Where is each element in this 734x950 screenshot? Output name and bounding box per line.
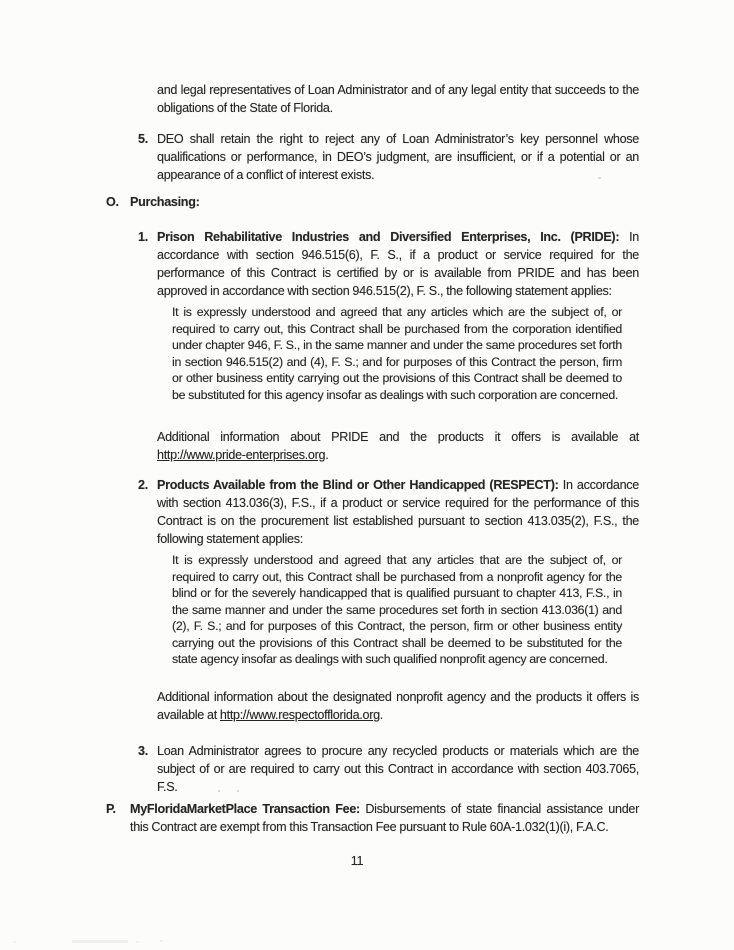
respect-info-period: . [379, 708, 383, 722]
section-o-title: Purchasing: [130, 195, 200, 209]
list-item-3-marker: 3. [138, 744, 148, 758]
list-item-2-body [157, 476, 639, 548]
list-item-1-body [157, 228, 639, 300]
scan-artifact-speck [218, 790, 220, 792]
list-item-2-text: In accordance with section 413.036(3), F.S., if a product or service required for the performance of this Contract is on the procurement list established pursuant to section 413.035(2), F.S., the following statement applies: [157, 478, 640, 546]
section-o-heading [106, 193, 639, 211]
scan-artifact-dot [598, 177, 601, 179]
section-p-marker: P. [106, 802, 116, 816]
list-item-3-text: Loan Administrator agrees to procure any recycled products or materials which are the subject of or are required to carry out this Contract in accordance with section 403.7065, F.S. [157, 744, 639, 794]
scan-artifact-streak [72, 940, 128, 943]
block-quote-respect: It is expressly understood and agreed that any articles that are the subject of, or required to carry out, this Contract shall be purchased from a nonprofit agency for the blind or for the severely handicapped that is qualified pursuant to chapter 413, F.S., in the same manner and under the same procedures set forth in section 413.036(1) and (2), F. S.; and for purposes of this Contract, the person, firm or other business entity carrying out the provisions of this Contract shall be deemed to be substituted for the state agency insofar as dealings with such qualified nonprofit agency are concerned. [172, 553, 622, 666]
list-item-3 [138, 742, 639, 796]
block-quote-pride: It is expressly understood and agreed that any articles which are the subject of, or required to carry out, this Contract shall be purchased from the corporation identified under chapter 946, F. S., in the same manner and under the same procedures set forth in section 946.515(2) and (4), F. S.; and for purposes of this Contract the person, firm or other business entity carrying out the provisions of this Contract shall be deemed to be substituted for this agency insofar as dealings with such corporation are concerned. [172, 305, 622, 402]
list-item-5-text: DEO shall retain the right to reject any of Loan Administrator’s key personnel whose qualifications or performance, in DEO’s judgment, are insufficient, or if a potential or an appearance of a conflict of interest exists. [157, 132, 639, 182]
section-p-text: Disbursements of state financial assistance under this Contract are exempt from this Transaction Fee pursuant to Rule 60A-1.032(1)(i), F.A.C. [130, 802, 639, 834]
scan-artifact-speck [237, 790, 239, 792]
scan-artifact-speck [13, 941, 16, 943]
pride-url-link[interactable]: http://www.pride-enterprises.org [157, 448, 326, 462]
continuation-paragraph: and legal representatives of Loan Administrator and of any legal entity that succeeds to the obligations of the State of Florida. [157, 83, 639, 115]
list-item-5-marker: 5. [138, 132, 148, 146]
section-p-body [130, 800, 639, 836]
list-item-1-marker: 1. [138, 230, 148, 244]
list-item-2 [138, 476, 639, 548]
list-item-1-lead: Prison Rehabilitative Industries and Diversified Enterprises, Inc. (PRIDE): [157, 230, 620, 244]
pride-info-paragraph [157, 428, 639, 464]
list-item-5 [138, 130, 639, 184]
respect-url-link[interactable]: http://www.respectofflorida.org [219, 708, 380, 722]
respect-info-paragraph [157, 688, 639, 724]
list-item-2-lead: Products Available from the Blind or Other Handicapped (RESPECT): [157, 478, 559, 492]
list-item-2-marker: 2. [138, 478, 148, 492]
section-p-lead: MyFloridaMarketPlace Transaction Fee: [130, 802, 360, 816]
respect-info-text: Additional information about the designated nonprofit agency and the products it offers is available at [157, 690, 639, 722]
section-p-paragraph [106, 800, 639, 836]
list-item-1 [138, 228, 639, 300]
page-number: 11 [350, 854, 364, 868]
pride-info-period: . [325, 448, 329, 462]
scan-artifact-speck [160, 940, 163, 942]
pride-info-text: Additional information about PRIDE and the products it offers is available at [157, 430, 639, 444]
section-o-marker: O. [106, 195, 119, 209]
scan-artifact-speck [136, 941, 139, 943]
list-item-1-text: In accordance with section 946.515(6), F. S., if a product or service required for the performance of this Contract is certified by or is available from PRIDE and has been approved in accordance with section 946.515(2), F. S., the following statement applies: [157, 230, 640, 298]
